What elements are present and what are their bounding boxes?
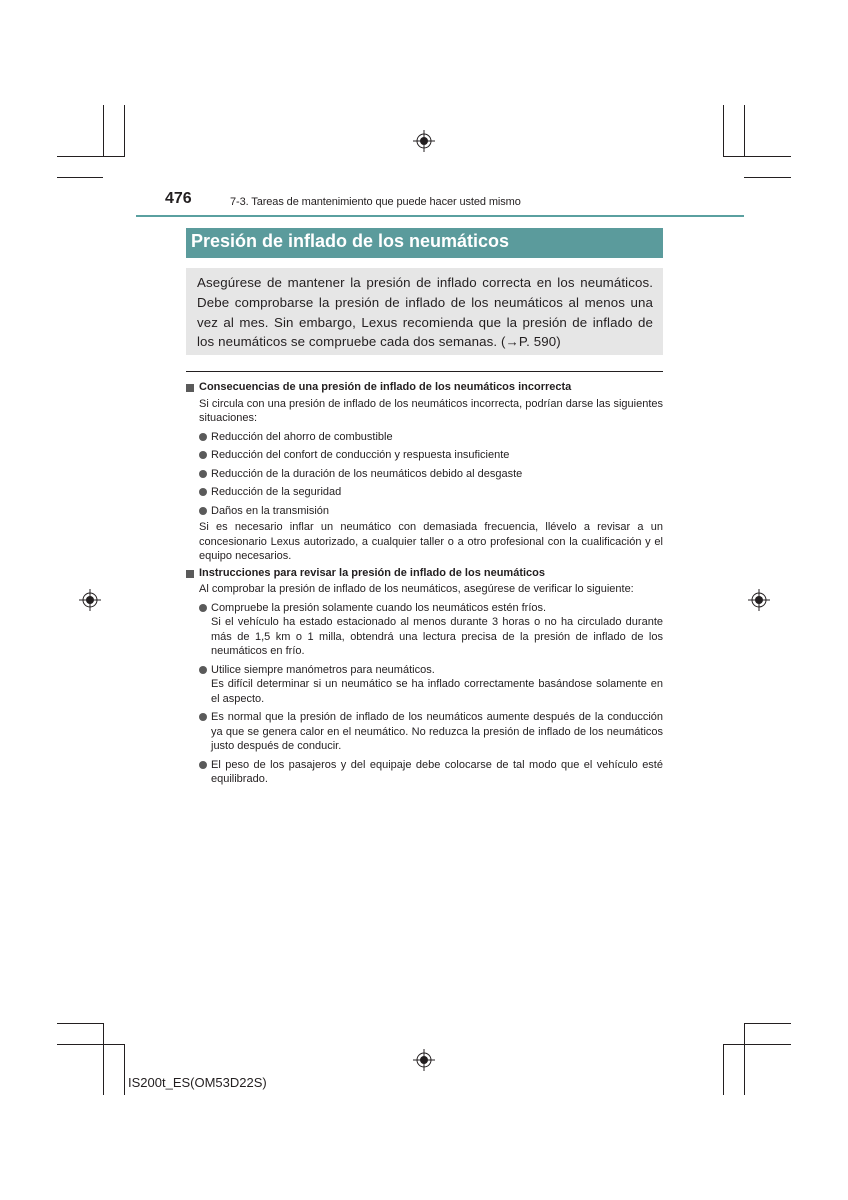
list-item-detail: Si el vehículo ha estado estacionado al menos durante 3 horas o no ha circulado durante más de 1,5 km o 1 milla, obtendrá una lectura precisa de la presión de inflado de los neumáticos en frío. xyxy=(211,616,663,657)
paragraph: Al comprobar la presión de inflado de los neumáticos, asegúrese de verificar lo siguiente: xyxy=(199,583,634,595)
crop-mark xyxy=(57,156,125,157)
list-item-text: El peso de los pasajeros y del equipaje debe colocarse de tal modo que el vehículo esté equilibrado. xyxy=(211,758,663,785)
list-item xyxy=(186,504,663,519)
header-rule xyxy=(136,215,744,217)
crop-mark xyxy=(124,105,125,157)
square-bullet-icon xyxy=(186,570,194,578)
list-item-detail: Es difícil determinar si un neumático se ha inflado correctamente basándose solamente en el aspecto. xyxy=(211,678,663,705)
round-bullet-icon xyxy=(199,761,207,769)
list-item xyxy=(186,758,663,787)
section-title: Presión de inflado de los neumáticos xyxy=(186,228,663,258)
registration-mark-icon xyxy=(79,589,101,611)
list-item xyxy=(186,601,663,659)
main-content xyxy=(186,378,663,787)
paragraph: Si circula con una presión de inflado de los neumáticos incorrecta, podrían darse las siguientes situaciones: xyxy=(199,397,663,424)
crop-mark xyxy=(57,1023,103,1024)
crop-mark xyxy=(103,105,104,157)
round-bullet-icon xyxy=(199,451,207,459)
crop-mark xyxy=(57,1044,125,1045)
list-item xyxy=(186,430,663,445)
paragraph: Si es necesario inflar un neumático con demasiada frecuencia, llévelo a revisar a un concesionario Lexus autorizado, a cualquier taller o a otro profesional con la cualificación y el equipo necesarios. xyxy=(199,521,663,562)
list-item-text: Reducción del ahorro de combustible xyxy=(211,430,393,443)
round-bullet-icon xyxy=(199,470,207,478)
list-item-text: Daños en la transmisión xyxy=(211,504,330,517)
running-head: 7-3. Tareas de mantenimiento que puede hacer usted mismo xyxy=(230,196,521,208)
list-item-text: Reducción de la seguridad xyxy=(211,486,342,498)
topic-heading-text: Instrucciones para revisar la presión de inflado de los neumáticos xyxy=(199,566,546,579)
list-item-text: Compruebe la presión solamente cuando los neumáticos estén fríos. xyxy=(211,601,547,614)
list-item xyxy=(186,663,663,707)
list-item-text: Reducción del confort de conducción y respuesta insuficiente xyxy=(211,449,510,461)
crop-mark xyxy=(744,1023,745,1095)
intro-text: Asegúrese de mantener la presión de inflado correcta en los neumáticos. Debe comprobarse la presión de inflado de los neumáticos al menos una vez al mes. Sin embargo, Lexus recomienda que la presión de inflado de los neumáticos se compruebe cada dos semanas. (→P. 590) xyxy=(197,275,653,350)
crop-mark xyxy=(103,1023,104,1095)
page-number: 476 xyxy=(165,190,192,207)
list-item xyxy=(186,485,663,500)
topic-heading xyxy=(186,566,663,581)
registration-mark-icon xyxy=(413,1049,435,1071)
crop-mark xyxy=(744,105,745,157)
list-item-text: Utilice siempre manómetros para neumáticos. xyxy=(211,663,435,676)
crop-mark xyxy=(723,156,791,157)
list-item xyxy=(186,467,663,482)
square-bullet-icon xyxy=(186,384,194,392)
list-item xyxy=(186,710,663,754)
list-item-text: Reducción de la duración de los neumáticos debido al desgaste xyxy=(211,467,523,480)
registration-mark-icon xyxy=(748,589,770,611)
round-bullet-icon xyxy=(199,604,207,612)
list-item-text: Es normal que la presión de inflado de los neumáticos aumente después de la conducción ya que se genera calor en el neumático. No reduzca la presión de inflado de los neumáticos justo después de conducir. xyxy=(211,711,663,752)
round-bullet-icon xyxy=(199,666,207,674)
round-bullet-icon xyxy=(199,488,207,496)
round-bullet-icon xyxy=(199,713,207,721)
divider xyxy=(186,371,663,372)
list-item xyxy=(186,448,663,463)
topic-heading xyxy=(186,380,663,395)
round-bullet-icon xyxy=(199,433,207,441)
topic-heading-text: Consecuencias de una presión de inflado de los neumáticos incorrecta xyxy=(199,381,572,393)
intro-box xyxy=(186,268,663,355)
crop-mark xyxy=(124,1044,125,1095)
round-bullet-icon xyxy=(199,507,207,515)
crop-mark xyxy=(723,1044,724,1095)
document-code: IS200t_ES(OM53D22S) xyxy=(128,1075,267,1090)
crop-mark xyxy=(57,177,103,178)
crop-mark xyxy=(723,105,724,157)
crop-mark xyxy=(723,1044,791,1045)
crop-mark xyxy=(744,1023,791,1024)
registration-mark-icon xyxy=(413,130,435,152)
crop-mark xyxy=(744,177,791,178)
